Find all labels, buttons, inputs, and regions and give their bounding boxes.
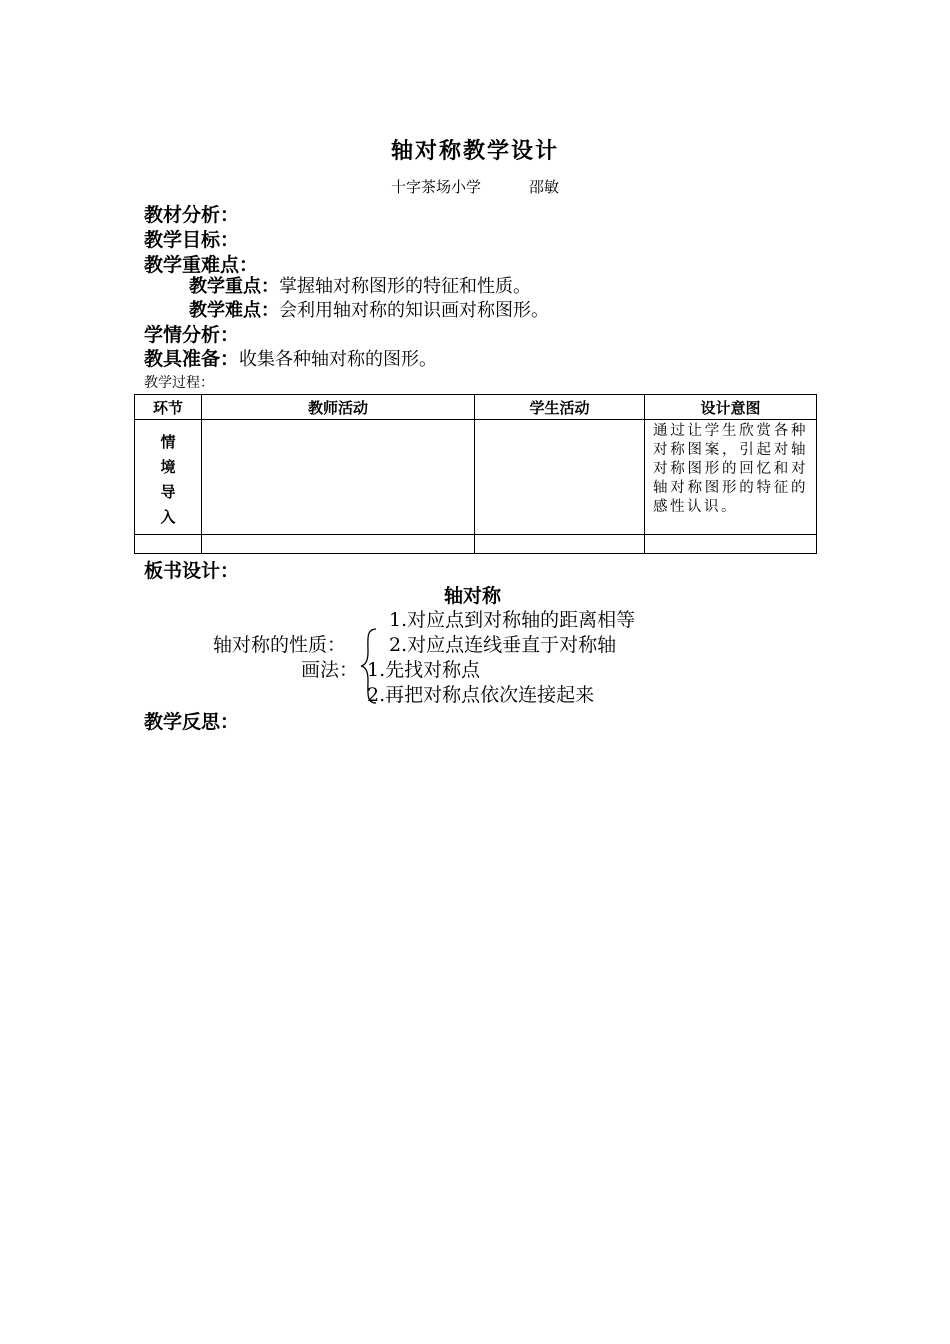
process-label: 教学过程： <box>144 375 214 391</box>
stage-cell <box>135 535 202 554</box>
board-title: 轴对称 <box>444 585 502 607</box>
table-header-row <box>135 395 817 420</box>
process-table <box>134 394 817 554</box>
drawing-step: 2.再把对称点依次连接起来 <box>367 684 595 706</box>
key-point-text: 掌握轴对称图形的特征和性质。 <box>279 276 531 297</box>
table-row <box>135 420 817 535</box>
page-title: 轴对称教学设计 <box>390 138 559 164</box>
difficult-point-label: 教学难点： <box>189 300 279 321</box>
student-activity-cell <box>475 535 645 554</box>
heading-student-analysis: 学情分析： <box>144 324 240 346</box>
header-teacher-activity: 教师活动 <box>202 395 475 420</box>
heading-material-analysis: 教材分析： <box>144 204 240 226</box>
heading-key-difficult: 教学重难点： <box>144 254 259 276</box>
property-item: 2.对应点连线垂直于对称轴 <box>389 634 617 656</box>
drawing-label: 画法： <box>301 659 359 681</box>
author-line <box>0 176 950 197</box>
heading-reflection: 教学反思： <box>144 711 240 733</box>
stage-cell <box>135 420 202 535</box>
header-student-activity: 学生活动 <box>475 395 645 420</box>
header-design-intent: 设计意图 <box>645 395 817 420</box>
tools-label: 教具准备： <box>144 348 240 370</box>
teacher-activity-cell <box>202 535 475 554</box>
teacher-activity-cell <box>202 420 475 535</box>
table-row <box>135 535 817 554</box>
properties-label: 轴对称的性质： <box>213 634 347 656</box>
design-intent-cell <box>645 535 817 554</box>
property-item: 1.对应点到对称轴的距离相等 <box>389 609 636 631</box>
heading-teaching-goals: 教学目标： <box>144 229 240 251</box>
difficult-point-text: 会利用轴对称的知识画对称图形。 <box>279 300 549 321</box>
heading-board-design: 板书设计： <box>144 560 240 582</box>
difficult-point-line <box>189 296 549 322</box>
tools-line <box>144 344 437 371</box>
key-point-label: 教学重点： <box>189 276 279 297</box>
stage-text: 情境导入 <box>160 433 176 526</box>
design-intent-cell: 通过让学生欣赏各种对称图案，引起对轴对称图形的回忆和对轴对称图形的特征的感性认识。 <box>645 420 817 535</box>
drawing-step: 1.先找对称点 <box>367 659 481 681</box>
tools-text: 收集各种轴对称的图形。 <box>239 349 438 370</box>
school-name: 十字茶场小学 <box>390 178 481 196</box>
author-name: 邵敏 <box>529 178 560 196</box>
header-stage: 环节 <box>135 395 202 420</box>
key-point-line <box>189 272 531 298</box>
student-activity-cell <box>475 420 645 535</box>
